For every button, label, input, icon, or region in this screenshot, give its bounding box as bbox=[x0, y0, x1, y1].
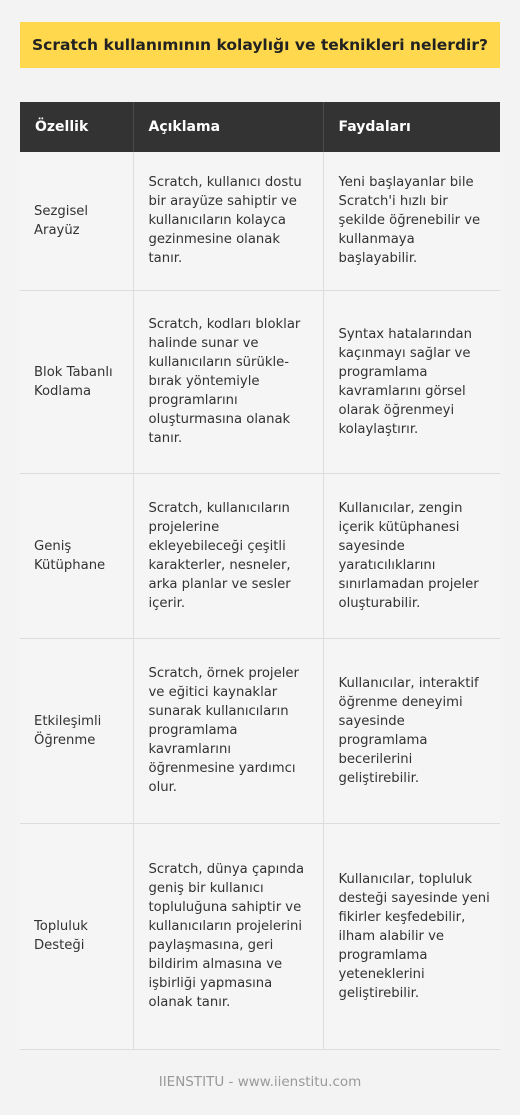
table-body bbox=[20, 152, 500, 1049]
benefits-cell: Syntax hatalarından kaçınmayı sağlar ve programlama kavramlarını görsel olarak öğrenmeyi kolaylaştırır. bbox=[323, 290, 500, 473]
feature-cell: Blok Tabanlı Kodlama bbox=[20, 290, 133, 473]
description-cell: Scratch, dünya çapında geniş bir kullanıcı topluluğuna sahiptir ve kullanıcıların projelerini paylaşmasına, geri bildirim almasına ve işbirliği yapmasına olanak tanır. bbox=[133, 823, 323, 1049]
page-title: Scratch kullanımının kolaylığı ve teknikleri nelerdir? bbox=[31, 36, 488, 54]
title-banner bbox=[20, 22, 500, 68]
table-header bbox=[20, 102, 500, 152]
feature-cell: Etkileşimli Öğrenme bbox=[20, 638, 133, 823]
header-feature: Özellik bbox=[20, 102, 133, 152]
description-cell: Scratch, kullanıcıların projelerine ekleyebileceği çeşitli karakterler, nesneler, arka planlar ve sesler içerir. bbox=[133, 473, 323, 638]
benefits-cell: Kullanıcılar, interaktif öğrenme deneyimi sayesinde programlama becerilerini geliştirebilir. bbox=[323, 638, 500, 823]
description-cell: Scratch, kodları bloklar halinde sunar ve kullanıcıların sürükle-bırak yöntemiyle programlarını oluşturmasına olanak tanır. bbox=[133, 290, 323, 473]
header-row bbox=[20, 102, 500, 152]
footer-credit: IIENSTITU - www.iienstitu.com bbox=[158, 1074, 362, 1090]
table-row bbox=[20, 290, 500, 473]
description-cell: Scratch, örnek projeler ve eğitici kaynaklar sunarak kullanıcıların programlama kavramlarını öğrenmesine yardımcı olur. bbox=[133, 638, 323, 823]
table-row bbox=[20, 823, 500, 1049]
feature-cell: Geniş Kütüphane bbox=[20, 473, 133, 638]
feature-cell: Topluluk Desteği bbox=[20, 823, 133, 1049]
benefits-cell: Kullanıcılar, zengin içerik kütüphanesi sayesinde yaratıcılıklarını sınırlamadan projeler oluşturabilir. bbox=[323, 473, 500, 638]
table-row bbox=[20, 638, 500, 823]
table-row bbox=[20, 152, 500, 290]
benefits-cell: Kullanıcılar, topluluk desteği sayesinde yeni fikirler keşfedebilir, ilham alabilir ve programlama yeteneklerini geliştirebilir. bbox=[323, 823, 500, 1049]
features-table bbox=[20, 102, 500, 1050]
header-benefits: Faydaları bbox=[323, 102, 500, 152]
feature-cell: Sezgisel Arayüz bbox=[20, 152, 133, 290]
benefits-cell: Yeni başlayanlar bile Scratch'i hızlı bir şekilde öğrenebilir ve kullanmaya başlayabilir. bbox=[323, 152, 500, 290]
description-cell: Scratch, kullanıcı dostu bir arayüze sahiptir ve kullanıcıların kolayca gezinmesine olanak tanır. bbox=[133, 152, 323, 290]
header-description: Açıklama bbox=[133, 102, 323, 152]
table-row bbox=[20, 473, 500, 638]
